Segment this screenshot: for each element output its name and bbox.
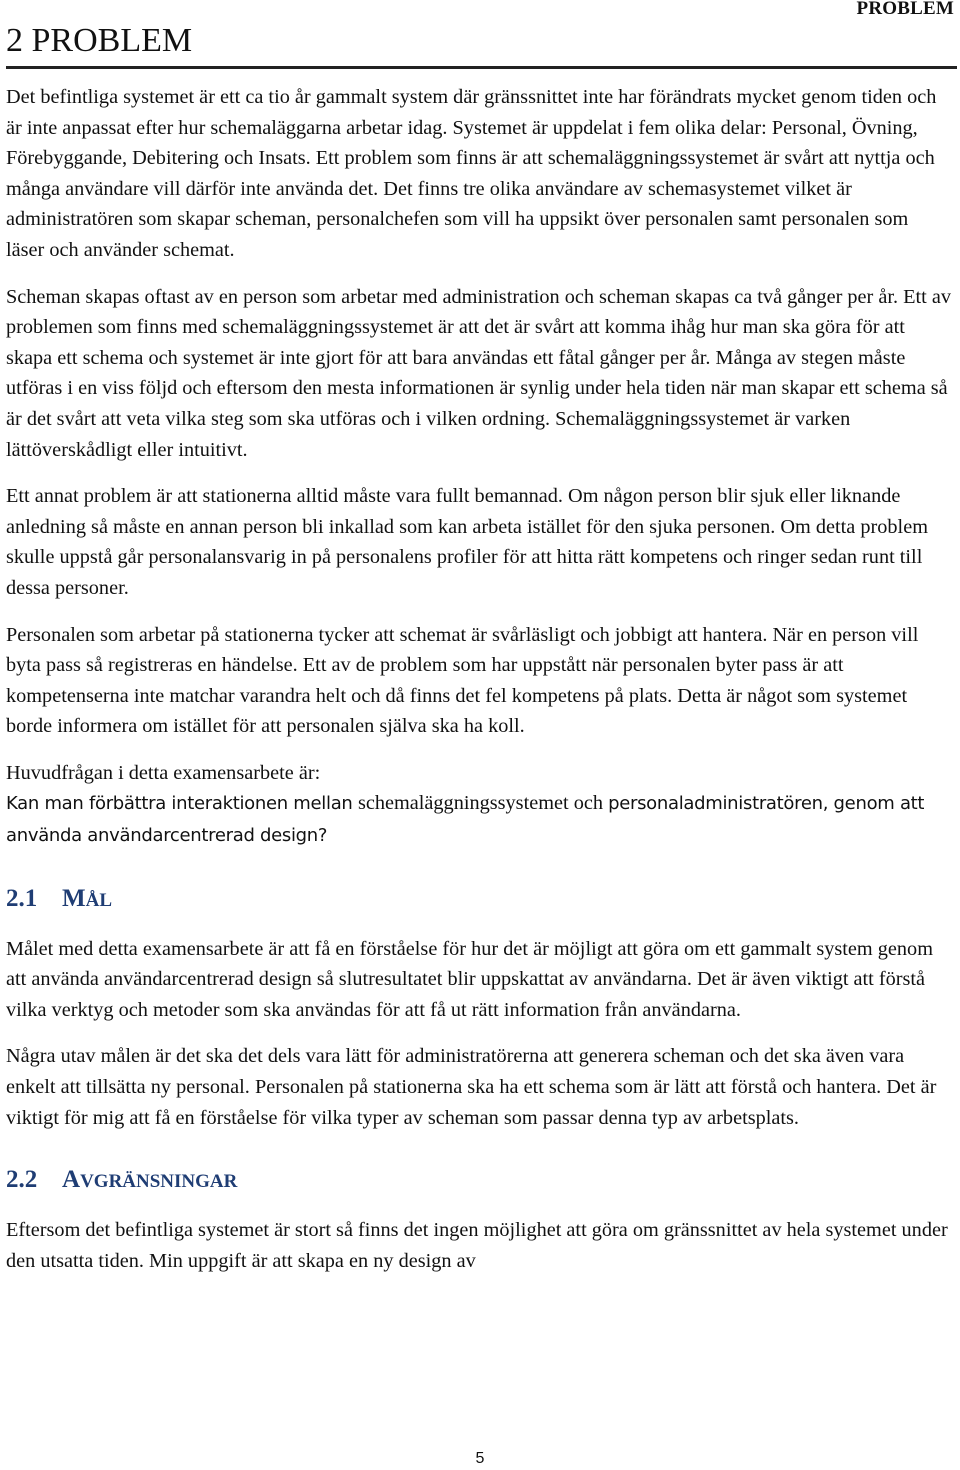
paragraph: Det befintliga systemet är ett ca tio år gammalt system där gränssnittet inte har förändrats mycket genom tiden och är inte anpassat efter hur schemaläggarna arbetar idag. Systemet är uppdelat i fem olika delar: Personal, Övning, Förebyggande, Debitering och Insats. Ett problem som finns är att schemaläggningssystemet är svårt att nyttja och många användare vill därför inte använda det. Det finns tre olika användare av schemasystemet vilket är administratören som skapar scheman, personalchefen som vill ha uppsikt över personalen samt personalen som läser och använder schemat.: [6, 86, 937, 261]
main-question-text-3: personaladministratören, genom att använda användarcentrerad design?: [6, 793, 925, 847]
paragraph: Ett annat problem är att stationerna alltid måste vara fullt bemannad. Om någon person blir sjuk eller liknande anledning så måste en annan person bli inkallad som kan arbeta istället för den sjuka personen. Om detta problem skulle uppstå går personalansvarig in på personalens profiler för att hitta rätt kompetens och ringer sedan runt till dessa personer.: [6, 485, 928, 599]
paragraph: Eftersom det befintliga systemet är stort så finns det ingen möjlighet att göra om gränssnittet av hela systemet under den utsatta tiden. Min uppgift är att skapa en ny design av: [6, 1219, 948, 1272]
section-title: AVGRÄNSNINGAR: [62, 1166, 238, 1194]
main-question-text-2: schemaläggningssystemet och: [357, 792, 609, 815]
section-number: 2.1: [6, 884, 38, 912]
paragraph: Personalen som arbetar på stationerna tycker att schemat är svårläsligt och jobbigt att hantera. När en person vill byta pass så registreras en händelse. Ett av de problem som har uppstått när personalen byter pass är att kompetenserna inte matchar varandra helt och då finns det fel kompetens på plats. Detta är något som systemet borde informera om istället för att personalen själva ska ha koll.: [6, 623, 919, 738]
section-heading-avgransningar: [6, 1163, 951, 1199]
section-number: 2.2: [6, 1166, 38, 1194]
running-header: PROBLEM: [856, 0, 954, 19]
paragraph: Målet med detta examensarbete är att få en förståelse för hur det är möjligt att göra om ett gammalt system genom att använda användarcentrerad design så slutresultatet blir uppskattat av användarna. Det är även viktigt att förstå vilka verktyg och metoder som ska användas för att få ut rätt information från användarna.: [6, 937, 933, 1021]
section-title: MÅL: [62, 884, 113, 912]
body-content: [6, 82, 951, 1292]
main-question-intro: Huvudfrågan i detta examensarbete är:: [6, 761, 321, 784]
main-question-text-1: Kan man förbättra interaktionen mellan: [6, 793, 358, 815]
section-heading-mal: [6, 882, 951, 918]
chapter-divider: [6, 66, 957, 69]
chapter-title: 2 PROBLEM: [6, 22, 193, 59]
paragraph: Scheman skapas oftast av en person som arbetar med administration och scheman skapas ca två gånger per år. Ett av problemen som finns med schemaläggningssystemet är att det är svårt att komma ihåg hur man ska göra för att skapa ett schema och systemet är inte gjort för att bara användas ett fåtal gånger per år. Många av stegen måste utföras i en viss följd och eftersom den mesta informationen är synlig under hela tiden när man skapar ett schema så är det svårt att veta vilka steg som ska utföras och i vilken ordning. Schemaläggningssystemet är varken lättöverskådligt eller intuitivt.: [6, 285, 952, 461]
page-number: 5: [475, 1450, 485, 1467]
main-question-block: [6, 758, 951, 852]
paragraph: Några utav målen är det ska det dels vara lätt för administratörerna att generera scheman och det ska även vara enkelt att tillsätta ny personal. Personalen på stationerna ska ha ett schema som är lätt att förstå och hantera. Det är viktigt för mig att få en förståelse för vilka typer av scheman som passar denna typ av arbetsplats.: [6, 1045, 937, 1129]
